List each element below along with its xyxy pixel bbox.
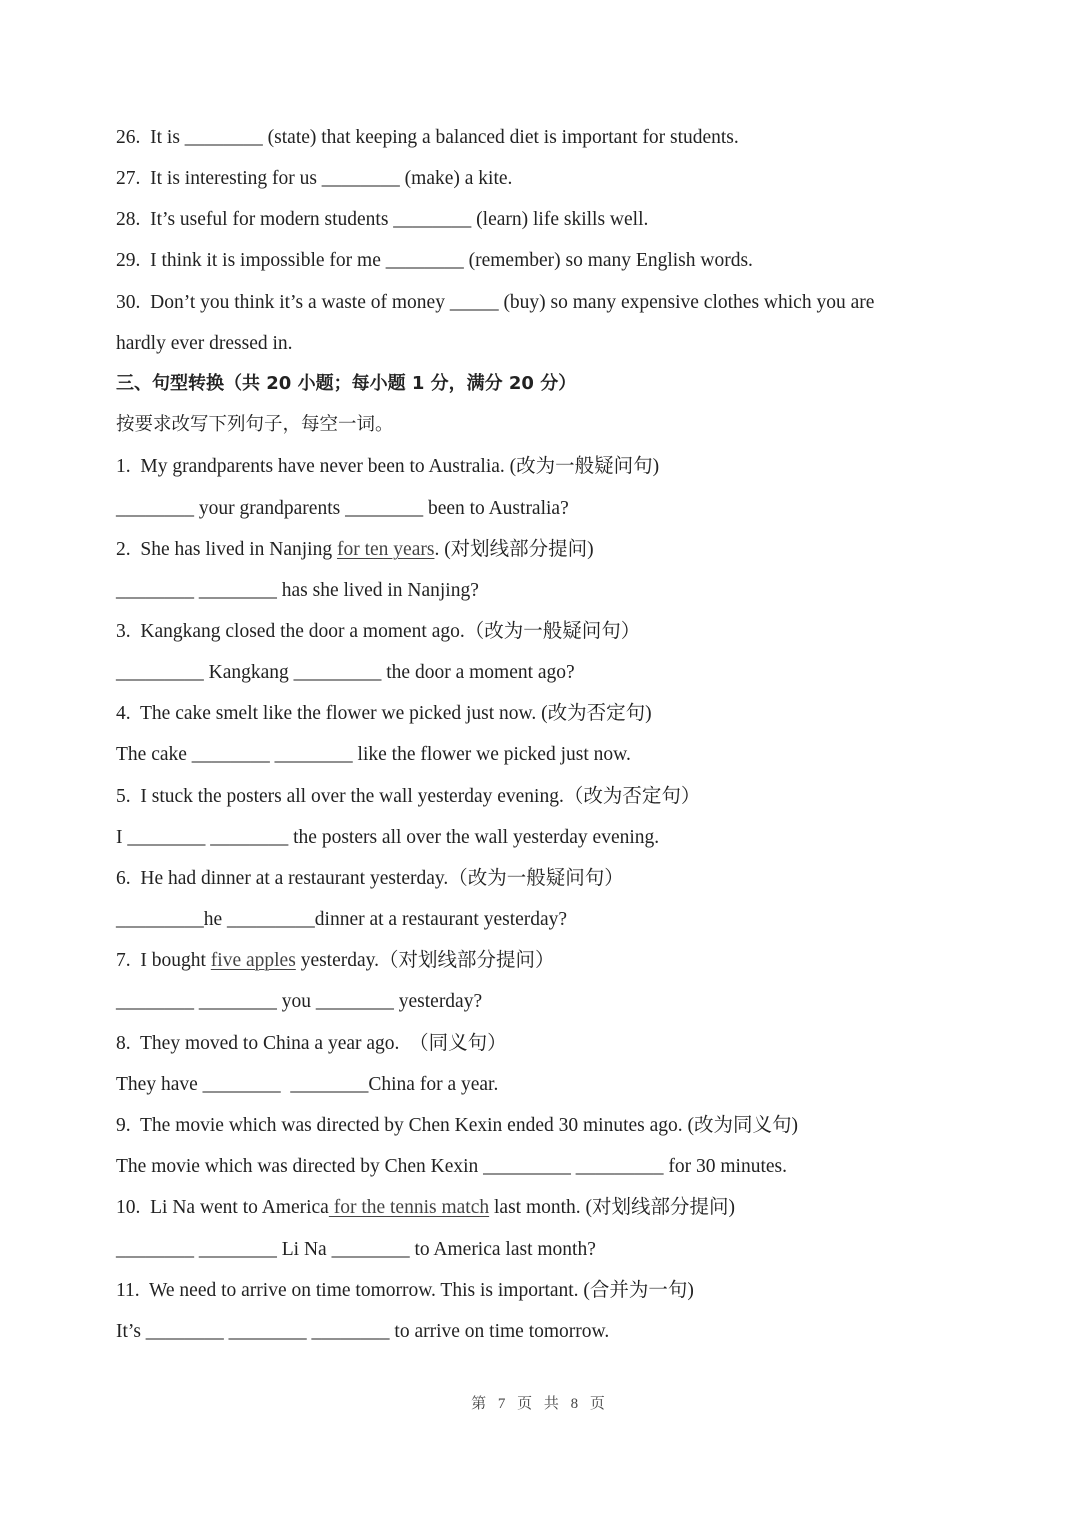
transform-question-7 xyxy=(116,947,555,975)
answer-line-3: _________ Kangkang _________ the door a moment ago? xyxy=(116,662,575,683)
answer-line-11: It’s ________ ________ ________ to arrive on time tomorrow. xyxy=(116,1321,610,1342)
transform-question-10 xyxy=(116,1194,735,1222)
answer-line-9: The movie which was directed by Chen Kexin _________ _________ for 30 minutes. xyxy=(116,1156,788,1177)
transform-question-6: 6. He had dinner at a restaurant yesterday.（改为一般疑问句） xyxy=(116,868,624,889)
q10-suffix: last month. (对划线部分提问) xyxy=(489,1197,736,1218)
transform-question-5: 5. I stuck the posters all over the wall yesterday evening.（改为否定句） xyxy=(116,786,701,807)
transform-question-1: 1. My grandparents have never been to Australia. (改为一般疑问句) xyxy=(116,456,660,477)
transform-question-4: 4. The cake smelt like the flower we picked just now. (改为否定句) xyxy=(116,703,652,724)
answer-line-1: ________ your grandparents ________ been to Australia? xyxy=(116,498,569,519)
answer-line-2: ________ ________ has she lived in Nanjing? xyxy=(116,580,479,601)
question-28: 28. It’s useful for modern students ________ (learn) life skills well. xyxy=(116,209,649,230)
answer-line-5: I ________ ________ the posters all over the wall yesterday evening. xyxy=(116,827,660,848)
q7-suffix: yesterday.（对划线部分提问） xyxy=(295,950,555,971)
question-27: 27. It is interesting for us ________ (make) a kite. xyxy=(116,168,513,189)
answer-line-4: The cake ________ ________ like the flower we picked just now. xyxy=(116,744,631,765)
answer-line-10: ________ ________ Li Na ________ to America last month? xyxy=(116,1239,596,1260)
answer-line-6: _________he _________dinner at a restaurant yesterday? xyxy=(116,909,568,930)
question-30-line1: 30. Don’t you think it’s a waste of money _____ (buy) so many expensive clothes which you are xyxy=(116,292,875,313)
transform-question-3: 3. Kangkang closed the door a moment ago.（改为一般疑问句） xyxy=(116,621,641,642)
q2-suffix: . (对划线部分提问) xyxy=(434,539,594,560)
page-footer: 第 7 页 共 8 页 xyxy=(471,1396,609,1412)
transform-question-9: 9. The movie which was directed by Chen Kexin ended 30 minutes ago. (改为同义句) xyxy=(116,1115,798,1136)
transform-question-11: 11. We need to arrive on time tomorrow. This is important. (合并为一句) xyxy=(116,1280,694,1301)
question-26: 26. It is ________ (state) that keeping a balanced diet is important for students. xyxy=(116,127,739,148)
answer-line-8: They have ________ ________China for a year. xyxy=(116,1074,499,1095)
section-instructions: 按要求改写下列句子，每空一词。 xyxy=(116,414,394,435)
q7-text: 7. I bought xyxy=(116,950,211,971)
q10-underlined: for the tennis match xyxy=(328,1197,490,1218)
q10-text: 10. Li Na went to America xyxy=(116,1197,329,1218)
q7-underlined: five apples xyxy=(210,950,296,971)
q2-underlined: for ten years xyxy=(336,539,435,560)
q2-text: 2. She has lived in Nanjing xyxy=(116,539,337,560)
question-29: 29. I think it is impossible for me ________ (remember) so many English words. xyxy=(116,250,753,271)
transform-question-8: 8. They moved to China a year ago. （同义句） xyxy=(116,1033,507,1054)
section-heading: 三、句型转换（共 20 小题；每小题 1 分，满分 20 分） xyxy=(116,373,577,394)
question-30-line2: hardly ever dressed in. xyxy=(116,333,293,354)
transform-question-2 xyxy=(116,536,594,564)
answer-line-7: ________ ________ you ________ yesterday? xyxy=(116,991,483,1012)
